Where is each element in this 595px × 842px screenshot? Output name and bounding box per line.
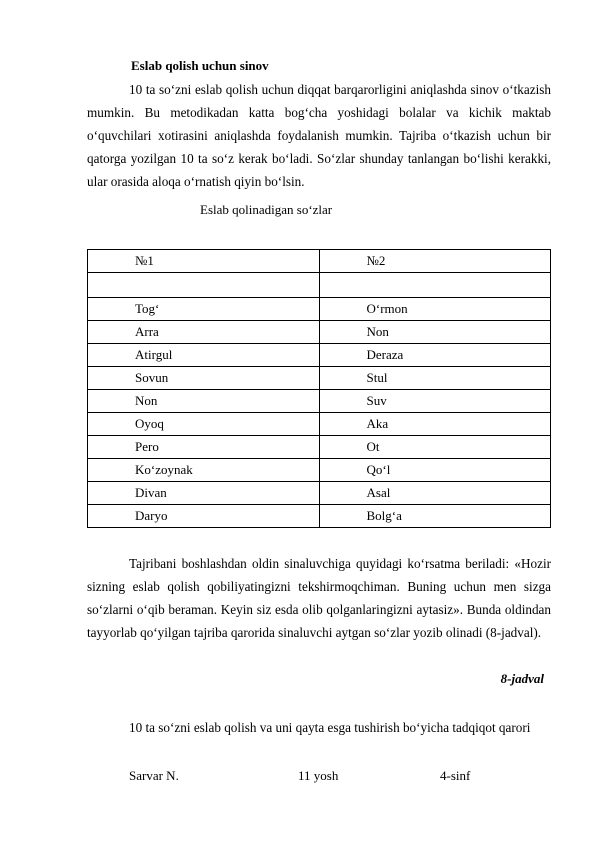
table-cell: O‘rmon: [319, 298, 551, 321]
table-header-cell: №2: [319, 250, 551, 273]
subject-class: 4-sinf: [440, 768, 471, 783]
table-cell: Ot: [319, 436, 551, 459]
section-heading: Eslab qolish uchun sinov: [131, 58, 269, 73]
study-record-paragraph: 10 ta so‘zni eslab qolish va uni qayta esga tushirish bo‘yicha tadqiqot qarori: [129, 720, 531, 735]
table-cell: Arra: [88, 321, 320, 344]
table-row: [88, 436, 551, 459]
table-row: [88, 505, 551, 528]
subject-age: 11 yosh: [298, 768, 339, 783]
table-cell: Deraza: [319, 344, 551, 367]
table-row: [88, 482, 551, 505]
table-cell: Non: [88, 390, 320, 413]
table-cell: Divan: [88, 482, 320, 505]
table-cell: Ko‘zoynak: [88, 459, 320, 482]
table-header-cell: №1: [88, 250, 320, 273]
table-row: [88, 344, 551, 367]
table-caption: Eslab qolinadigan so‘zlar: [200, 202, 333, 217]
table-cell: Qo‘l: [319, 459, 551, 482]
table-header-row: [88, 250, 551, 273]
table-cell: Aka: [319, 413, 551, 436]
table-cell: Non: [319, 321, 551, 344]
words-table: [87, 249, 551, 528]
table-cell: Oyoq: [88, 413, 320, 436]
table-cell: Atirgul: [88, 344, 320, 367]
table-cell: Tog‘: [88, 298, 320, 321]
table-row: [88, 298, 551, 321]
table-row: [88, 390, 551, 413]
table-cell: [88, 273, 320, 298]
table-cell: Bolg‘a: [319, 505, 551, 528]
table-cell: Asal: [319, 482, 551, 505]
table-cell: Sovun: [88, 367, 320, 390]
instruction-paragraph: Tajribani boshlashdan oldin sinaluvchiga quyidagi ko‘rsatma beriladi: «Hozir sizning eslab qolish qobiliyatingizni tekshirmoqchiman. Buning uchun men sizga so‘zlarni o‘qib beraman. Keyin siz esda olib qolganlaringizni aytasiz». Bunda oldindan tayyorlab qo‘yilgan tajriba qarorida sinaluvchi aytgan so‘zlar yozib olinadi (8-jadval).: [87, 556, 551, 640]
subject-name: Sarvar N.: [129, 768, 179, 783]
table-cell: Pero: [88, 436, 320, 459]
table-cell: [319, 273, 551, 298]
table-row: [88, 321, 551, 344]
table-row: [88, 367, 551, 390]
table-cell: Suv: [319, 390, 551, 413]
table-cell: Stul: [319, 367, 551, 390]
intro-paragraph: 10 ta so‘zni eslab qolish uchun diqqat barqarorligini aniqlashda sinov o‘tkazish mumkin. Bu metodikadan katta bog‘cha yoshidagi bolalar va kichik maktab o‘quvchilari xotirasini aniqlashda foydalanish mumkin. Tajriba o‘tkazish uchun bir qatorga yozilgan 10 ta so‘z kerak bo‘ladi. So‘zlar shunday tanlangan bo‘lishi kerakki, ular orasida aloqa o‘rnatish qiyin bo‘lsin.: [87, 82, 551, 189]
table-row: [88, 413, 551, 436]
table-number-label: 8-jadval: [500, 671, 544, 686]
table-row: [88, 459, 551, 482]
table-blank-row: [88, 273, 551, 298]
table-cell: Daryo: [88, 505, 320, 528]
